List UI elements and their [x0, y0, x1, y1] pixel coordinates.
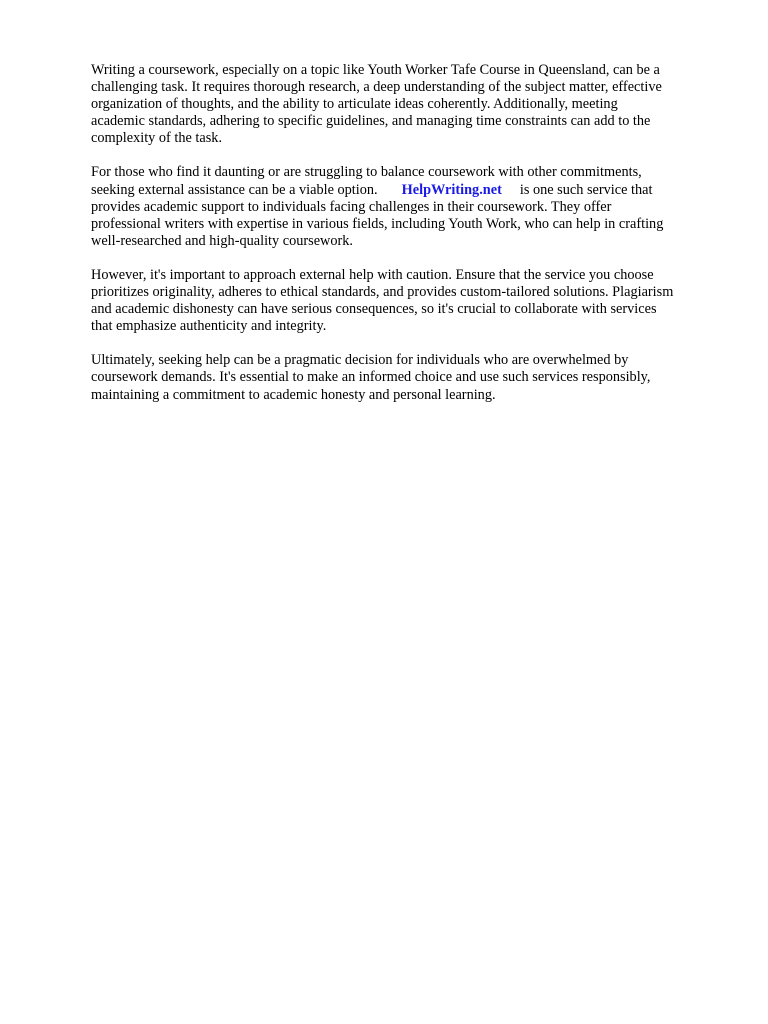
paragraph-intro	[91, 62, 731, 147]
text-line: provides academic support to individuals facing challenges in their coursework. They offer	[91, 198, 612, 215]
text-line: However, it's important to approach external help with caution. Ensure that the service you choose	[91, 266, 654, 283]
text-line: coursework demands. It's essential to make an informed choice and use such services responsibly,	[91, 369, 651, 386]
paragraph-caution	[91, 267, 731, 335]
text-line-with-link	[91, 182, 731, 199]
text-line: For those who find it daunting or are struggling to balance coursework with other commitments,	[91, 164, 642, 181]
text-line: well-researched and high-quality coursework.	[91, 232, 354, 249]
document-body	[91, 62, 731, 421]
helpwriting-link[interactable]: HelpWriting.net	[401, 181, 502, 198]
text-line: complexity of the task.	[91, 130, 223, 147]
text-line: maintaining a commitment to academic honesty and personal learning.	[91, 386, 496, 403]
text-segment: seeking external assistance can be a viable option.	[91, 181, 378, 198]
text-line: and academic dishonesty can have serious consequences, so it's crucial to collaborate with services	[91, 301, 657, 318]
text-line: professional writers with expertise in various fields, including Youth Work, who can help in crafting	[91, 215, 664, 232]
text-line: Writing a coursework, especially on a topic like Youth Worker Tafe Course in Queensland, can be a	[91, 62, 660, 78]
text-line: Ultimately, seeking help can be a pragmatic decision for individuals who are overwhelmed by	[91, 352, 629, 369]
text-line: challenging task. It requires thorough research, a deep understanding of the subject matter, effective	[91, 79, 662, 96]
text-line: prioritizes originality, adheres to ethical standards, and provides custom-tailored solutions. Plagiarism	[91, 284, 674, 301]
text-line: organization of thoughts, and the ability to articulate ideas coherently. Additionally, meeting	[91, 96, 618, 113]
text-segment: is one such service that	[519, 181, 653, 198]
paragraph-conclusion	[91, 352, 731, 403]
paragraph-assistance	[91, 164, 731, 249]
text-line: academic standards, adhering to specific guidelines, and managing time constraints can add to the	[91, 113, 651, 130]
text-line: that emphasize authenticity and integrity.	[91, 318, 327, 335]
